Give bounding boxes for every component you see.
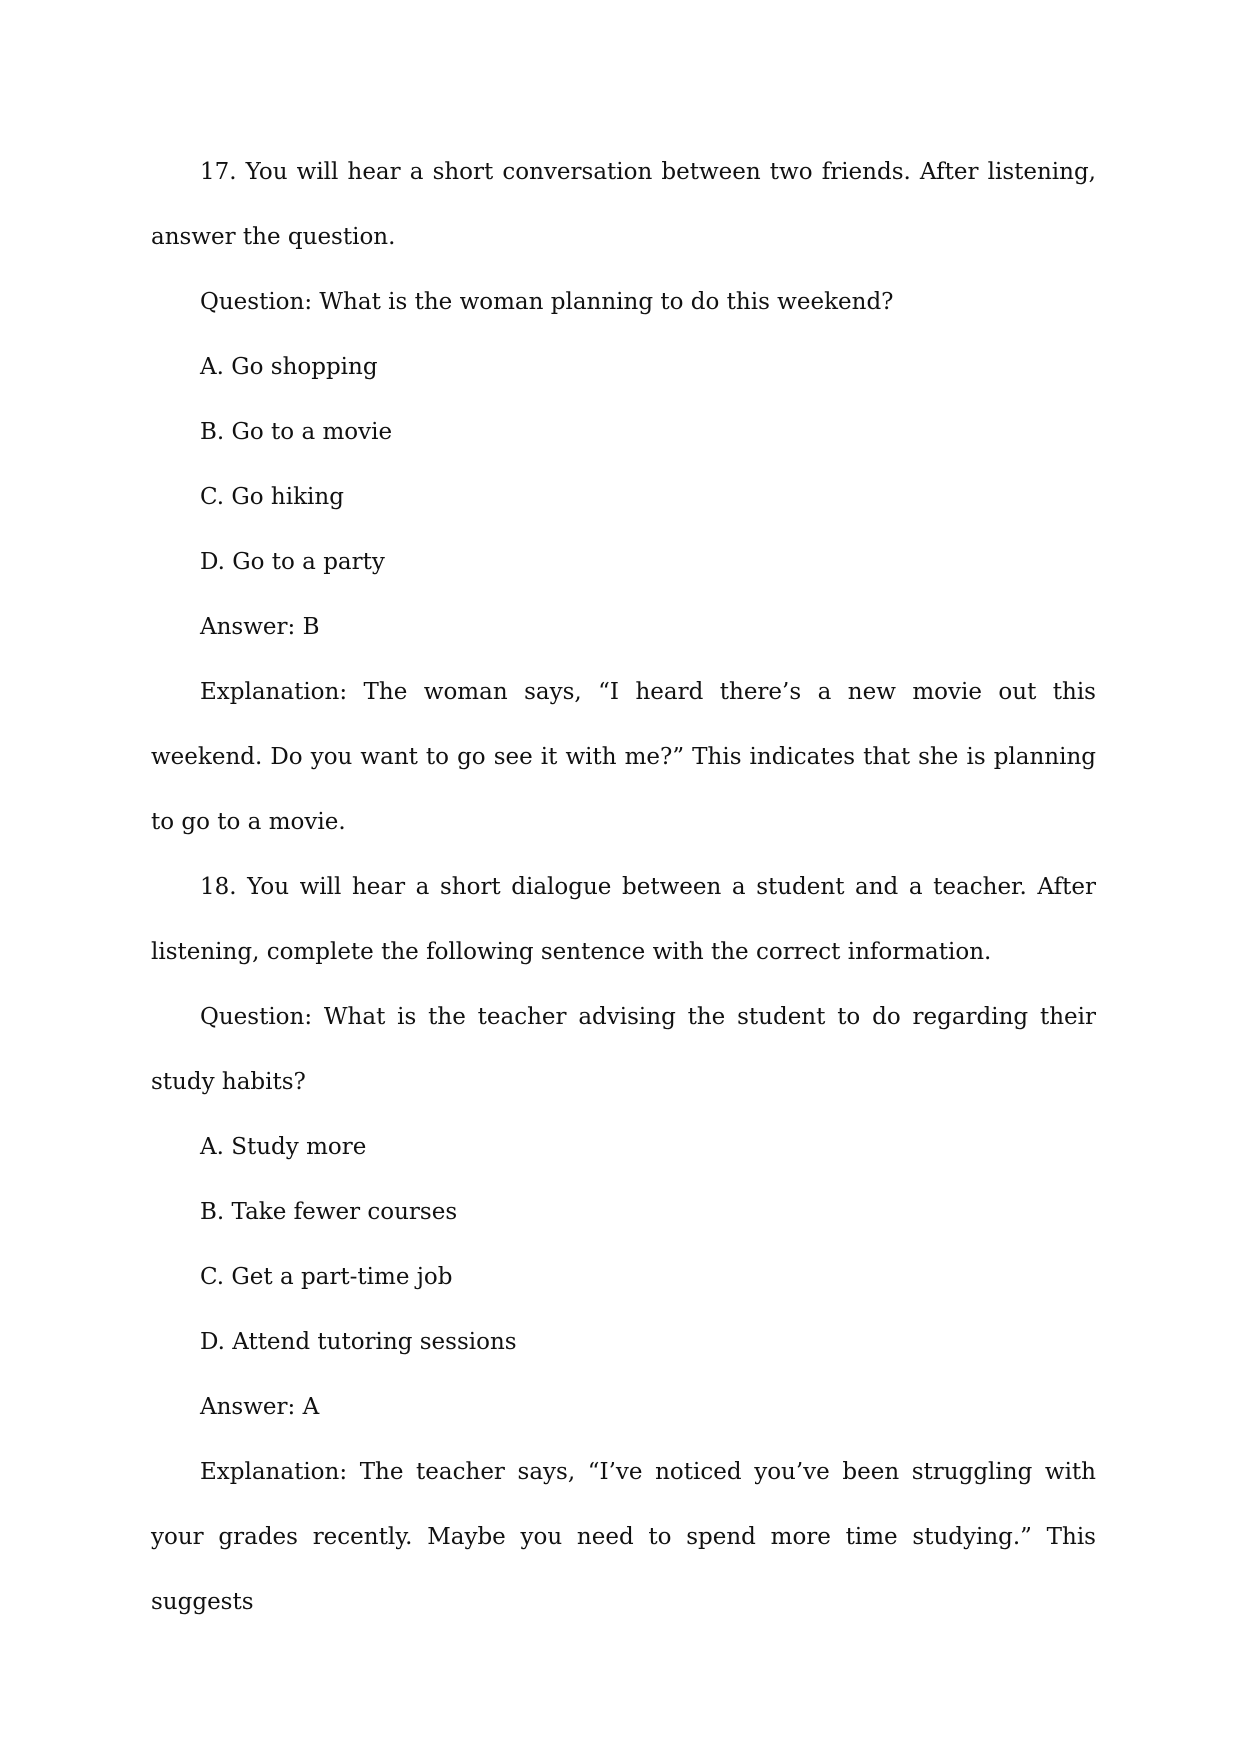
- page-content: [151, 140, 1096, 1635]
- question-17-prompt: 17. You will hear a short conversation between two friends. After listening, answer the question.: [151, 159, 1096, 250]
- question-18-explanation: Explanation: The teacher says, “I’ve noticed you’ve been struggling with your grades recently. Maybe you need to spend more time studying.” This suggests: [151, 1459, 1096, 1615]
- question-17-option-d: D. Go to a party: [200, 549, 385, 575]
- question-17-question: Question: What is the woman planning to do this weekend?: [200, 289, 894, 315]
- question-17-option-c: C. Go hiking: [200, 484, 344, 510]
- question-18-option-b: B. Take fewer courses: [200, 1199, 458, 1225]
- question-17-answer: Answer: B: [200, 614, 320, 640]
- question-18-question: Question: What is the teacher advising the student to do regarding their study habits?: [151, 1004, 1096, 1095]
- question-18-prompt: 18. You will hear a short dialogue between a student and a teacher. After listening, complete the following sentence with the correct information.: [151, 874, 1096, 965]
- question-18-answer: Answer: A: [200, 1394, 320, 1420]
- question-18-option-c: C. Get a part-time job: [200, 1264, 453, 1290]
- question-18-option-a: A. Study more: [200, 1134, 367, 1160]
- question-17-explanation: Explanation: The woman says, “I heard there’s a new movie out this weekend. Do you want to go see it with me?” This indicates that she is planning to go to a movie.: [151, 679, 1096, 835]
- question-17-option-a: A. Go shopping: [200, 354, 378, 380]
- question-18-option-d: D. Attend tutoring sessions: [200, 1329, 517, 1355]
- question-17-option-b: B. Go to a movie: [200, 419, 393, 445]
